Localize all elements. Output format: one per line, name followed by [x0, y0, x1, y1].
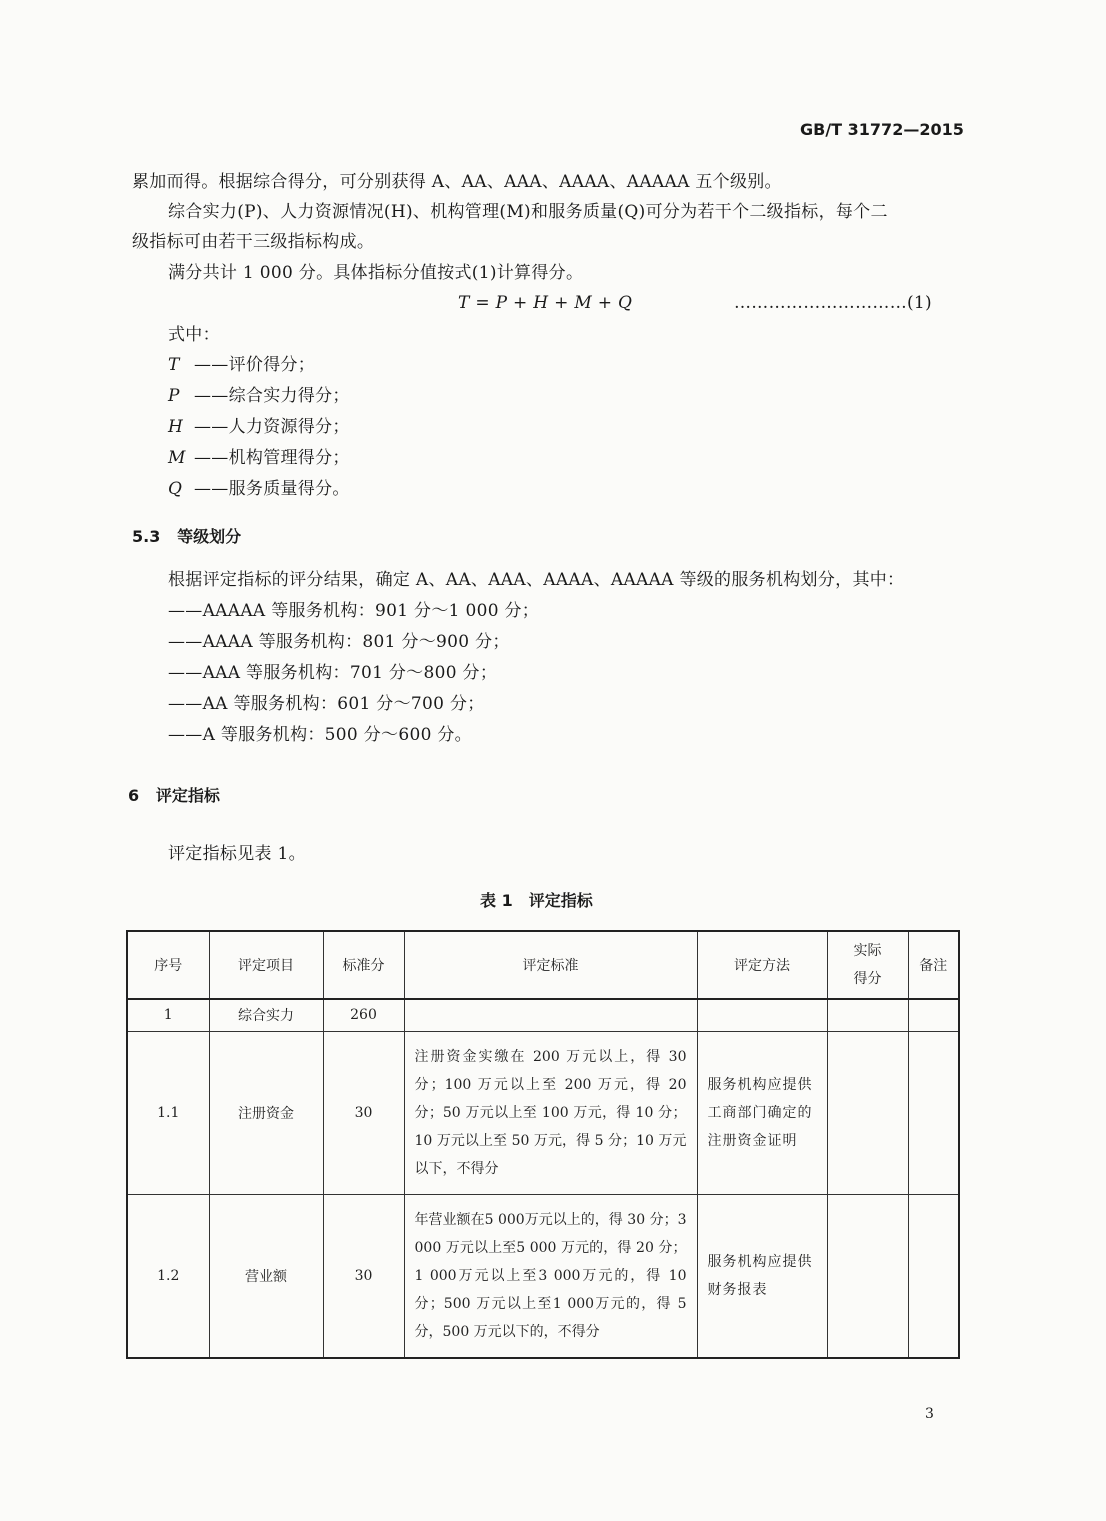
section-title: 评定指标: [155, 786, 220, 805]
where-item: [168, 354, 315, 376]
header-no: 序号: [127, 931, 209, 999]
grade-item: ——AAAA 等服务机构：801 分～900 分；: [168, 632, 510, 652]
header-actual-line-1: 实际: [853, 943, 882, 959]
header-item: 评定项目: [209, 931, 323, 999]
cell-item: 营业额: [209, 1194, 323, 1358]
symbol: H: [168, 417, 184, 437]
section-title: 等级划分: [177, 527, 242, 546]
where-item: [168, 447, 350, 469]
cell-actual: [827, 1031, 908, 1194]
table-header-row: [127, 931, 959, 999]
section-number: 6: [128, 786, 140, 805]
table-row: [127, 1194, 959, 1358]
page-number: 3: [925, 1406, 935, 1422]
cell-remark: [908, 1194, 959, 1358]
cell-remark: [908, 999, 959, 1031]
paragraph-3: 满分共计 1 000 分。具体指标分值按式(1)计算得分。: [168, 263, 584, 283]
cell-no: 1.2: [127, 1194, 209, 1358]
cell-method: 服务机构应提供财务报表: [697, 1194, 827, 1358]
symbol-description: ——评价得分；: [194, 355, 316, 375]
header-method: 评定方法: [697, 931, 827, 999]
header-score: 标准分: [323, 931, 404, 999]
cell-criteria: 年营业额在5 000万元以上的，得 30 分；3 000 万元以上至5 000 万元的，得 20 分；1 000万元以上至3 000万元的，得 10 分；500 万元以上至1 000万元的，得 5 分，500 万元以下的，不得分: [404, 1194, 697, 1358]
grade-item: ——AA 等服务机构：601 分～700 分；: [168, 694, 485, 714]
header-actual-line-2: 得分: [853, 971, 882, 987]
cell-no: 1: [127, 999, 209, 1031]
cell-score: 260: [323, 999, 404, 1031]
symbol-description: ——人力资源得分；: [194, 417, 350, 437]
symbol: M: [168, 448, 186, 468]
cell-method: 服务机构应提供工商部门确定的注册资金证明: [697, 1031, 827, 1194]
cell-item: 注册资金: [209, 1031, 323, 1194]
cell-remark: [908, 1031, 959, 1194]
where-item: [168, 385, 350, 407]
symbol-description: ——综合实力得分；: [194, 386, 350, 406]
cell-criteria: 注册资金实缴在 200 万元以上，得 30 分；100 万元以上至 200 万元，得 20 分；50 万元以上至 100 万元，得 10 分；10 万元以上至 50 万元，得 5 分；10 万元以下，不得分: [404, 1031, 697, 1194]
cell-score: 30: [323, 1194, 404, 1358]
paragraph-1: 累加而得。根据综合得分，可分别获得 A、AA、AAA、AAAA、AAAAA 五个级别。: [132, 172, 782, 192]
paragraph-2-line-1: 综合实力(P)、人力资源情况(H)、机构管理(M)和服务质量(Q)可分为若干个二级指标，每个二: [168, 202, 888, 222]
cell-no: 1.1: [127, 1031, 209, 1194]
where-label: 式中：: [168, 325, 220, 345]
evaluation-table: [126, 930, 960, 1359]
grade-item: ——A 等服务机构：500 分～600 分。: [168, 725, 472, 745]
table-row: [127, 999, 959, 1031]
cell-score: 30: [323, 1031, 404, 1194]
indicators-intro: 评定指标见表 1。: [168, 844, 306, 864]
section-heading: [128, 783, 220, 806]
section-heading: [132, 524, 241, 547]
cell-actual: [827, 1194, 908, 1358]
cell-item: 综合实力: [209, 999, 323, 1031]
symbol-description: ——机构管理得分；: [194, 448, 350, 468]
header-criteria: 评定标准: [404, 931, 697, 999]
cell-method: [697, 999, 827, 1031]
paragraph-2-line-2: 级指标可由若干三级指标构成。: [132, 232, 375, 252]
symbol: Q: [168, 479, 183, 499]
table-caption: 表 1 评定指标: [480, 891, 593, 910]
where-item: [168, 478, 350, 500]
cell-criteria: [404, 999, 697, 1031]
grade-item: ——AAAAA 等服务机构：901 分～1 000 分；: [168, 601, 540, 621]
grading-intro: 根据评定指标的评分结果，确定 A、AA、AAA、AAAA、AAAAA 等级的服务机构划分，其中：: [168, 570, 905, 590]
section-number: 5.3: [132, 527, 161, 546]
header-remark: 备注: [908, 931, 959, 999]
cell-actual: [827, 999, 908, 1031]
header-actual-score: [827, 931, 908, 999]
symbol: T: [168, 355, 180, 375]
symbol: P: [168, 386, 180, 406]
standard-code: GB/T 31772—2015: [800, 120, 964, 139]
grade-item: ——AAA 等服务机构：701 分～800 分；: [168, 663, 498, 683]
formula-number: …………………………(1): [734, 293, 932, 313]
where-item: [168, 416, 350, 438]
table-row: [127, 1031, 959, 1194]
formula-expression: T = P + H + M + Q: [458, 293, 633, 313]
symbol-description: ——服务质量得分。: [194, 479, 350, 499]
